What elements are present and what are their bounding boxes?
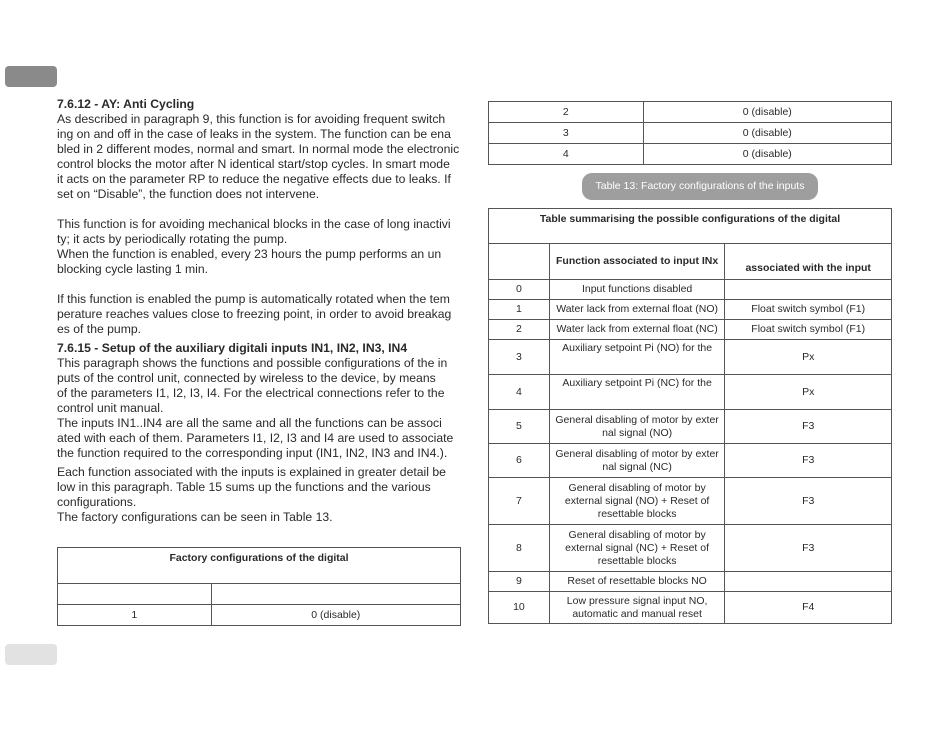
function-cell: Input functions disabled xyxy=(549,280,725,300)
function-cell: Water lack from external float (NO) xyxy=(549,300,725,320)
aux-inputs-paragraph-2: Each function associated with the inputs is explained in greater detail be low in this paragraph. Table 15 sums up the functions and the various configurations. The factory configurations can be seen in Table 13. xyxy=(57,465,446,524)
associated-column-header: associated with the input xyxy=(725,244,892,280)
input-number-cell: 2 xyxy=(489,102,644,123)
page-number-tab xyxy=(5,644,57,665)
function-column-header: Function associated to input INx xyxy=(549,244,725,280)
factory-config-table-continued xyxy=(488,101,892,165)
value-cell: 8 xyxy=(489,525,550,572)
table-row xyxy=(489,592,892,624)
value-cell: 10 xyxy=(489,592,550,624)
table-row xyxy=(58,605,461,626)
symbol-cell: F3 xyxy=(725,525,892,572)
anti-block-paragraph: This function is for avoiding mechanical blocks in the case of long inactivi ty; it acts by periodically rotating the pump. When the function is enabled, every 23 hours the pump performs an un blocking cycle lasting 1 min. xyxy=(57,217,451,276)
table-header-cell xyxy=(211,584,460,605)
table-row xyxy=(489,478,892,525)
table-row xyxy=(489,444,892,478)
function-cell: General disabling of motor by exter nal signal (NO) xyxy=(549,410,725,444)
function-cell: Water lack from external float (NC) xyxy=(549,320,725,340)
function-cell: Auxiliary setpoint Pi (NC) for the xyxy=(549,375,725,410)
symbol-cell: F3 xyxy=(725,410,892,444)
symbol-cell: Float switch symbol (F1) xyxy=(725,320,892,340)
input-value-cell: 0 (disable) xyxy=(643,123,891,144)
value-cell: 3 xyxy=(489,340,550,375)
input-number-cell: 1 xyxy=(58,605,212,626)
input-number-cell: 4 xyxy=(489,144,644,165)
table-caption: Table 13: Factory configurations of the inputs xyxy=(582,173,818,200)
symbol-cell: Float switch symbol (F1) xyxy=(725,300,892,320)
table-header-cell xyxy=(489,244,550,280)
input-config-summary-table xyxy=(488,208,892,624)
symbol-cell: F3 xyxy=(725,478,892,525)
symbol-cell xyxy=(725,280,892,300)
anti-cycling-paragraph: As described in paragraph 9, this function is for avoiding frequent switch ing on and off in the case of leaks in the system. The function can be ena bled in 2 different modes, normal and smart. In normal mode the electronic control blocks the motor after N identical start/stop cycles. In smart mode it acts on the parameter RP to reduce the negative effects due to leaks. If set on “Disable”, the function does not intervene. xyxy=(57,112,460,201)
function-cell: General disabling of motor by exter nal signal (NC) xyxy=(549,444,725,478)
value-cell: 6 xyxy=(489,444,550,478)
left-column xyxy=(57,97,462,525)
table-row xyxy=(489,572,892,592)
summary-table-title: Table summarising the possible configurations of the digital xyxy=(489,209,892,244)
page-tab-marker xyxy=(5,66,57,87)
input-number-cell: 3 xyxy=(489,123,644,144)
value-cell: 0 xyxy=(489,280,550,300)
table-row xyxy=(489,340,892,375)
table-row xyxy=(489,300,892,320)
symbol-cell: Px xyxy=(725,340,892,375)
value-cell: 9 xyxy=(489,572,550,592)
table-row xyxy=(489,123,892,144)
table-row xyxy=(489,320,892,340)
input-value-cell: 0 (disable) xyxy=(643,144,891,165)
table-row xyxy=(489,144,892,165)
value-cell: 7 xyxy=(489,478,550,525)
symbol-cell: F3 xyxy=(725,444,892,478)
value-cell: 4 xyxy=(489,375,550,410)
value-cell: 1 xyxy=(489,300,550,320)
function-cell: Auxiliary setpoint Pi (NO) for the xyxy=(549,340,725,375)
value-cell: 2 xyxy=(489,320,550,340)
table-row xyxy=(489,102,892,123)
table-row xyxy=(489,525,892,572)
table-row xyxy=(489,410,892,444)
value-cell: 5 xyxy=(489,410,550,444)
section-heading-aux-inputs: 7.6.15 - Setup of the auxiliary digitali inputs IN1, IN2, IN3, IN4 xyxy=(57,341,408,355)
function-cell: General disabling of motor by external signal (NO) + Reset of resettable blocks xyxy=(549,478,725,525)
table-row xyxy=(489,280,892,300)
anti-freeze-paragraph: If this function is enabled the pump is automatically rotated when the tem perature reaches values close to freezing point, in order to avoid breakag es of the pump. xyxy=(57,292,452,336)
section-heading-anti-cycling: 7.6.12 - AY: Anti Cycling xyxy=(57,97,195,111)
function-cell: Low pressure signal input NO, automatic and manual reset xyxy=(549,592,725,624)
symbol-cell xyxy=(725,572,892,592)
aux-inputs-paragraph: This paragraph shows the functions and possible configurations of the in puts of the control unit, connected by wireless to the device, by means of the parameters I1, I2, I3, I4. For the electrical connections refer to the control unit manual. The inputs IN1..IN4 are all the same and all the functions can be associ ated with each of them. Parameters I1, I2, I3 and I4 are used to associate the function required to the corresponding input (IN1, IN2, IN3 and IN4.). xyxy=(57,356,454,460)
symbol-cell: Px xyxy=(725,375,892,410)
input-value-cell: 0 (disable) xyxy=(643,102,891,123)
factory-config-table xyxy=(57,547,461,626)
table-row xyxy=(489,375,892,410)
function-cell: Reset of resettable blocks NO xyxy=(549,572,725,592)
function-cell: General disabling of motor by external signal (NC) + Reset of resettable blocks xyxy=(549,525,725,572)
table-header-cell xyxy=(58,584,212,605)
factory-table-title: Factory configurations of the digital xyxy=(58,548,461,584)
symbol-cell: F4 xyxy=(725,592,892,624)
input-value-cell: 0 (disable) xyxy=(211,605,460,626)
